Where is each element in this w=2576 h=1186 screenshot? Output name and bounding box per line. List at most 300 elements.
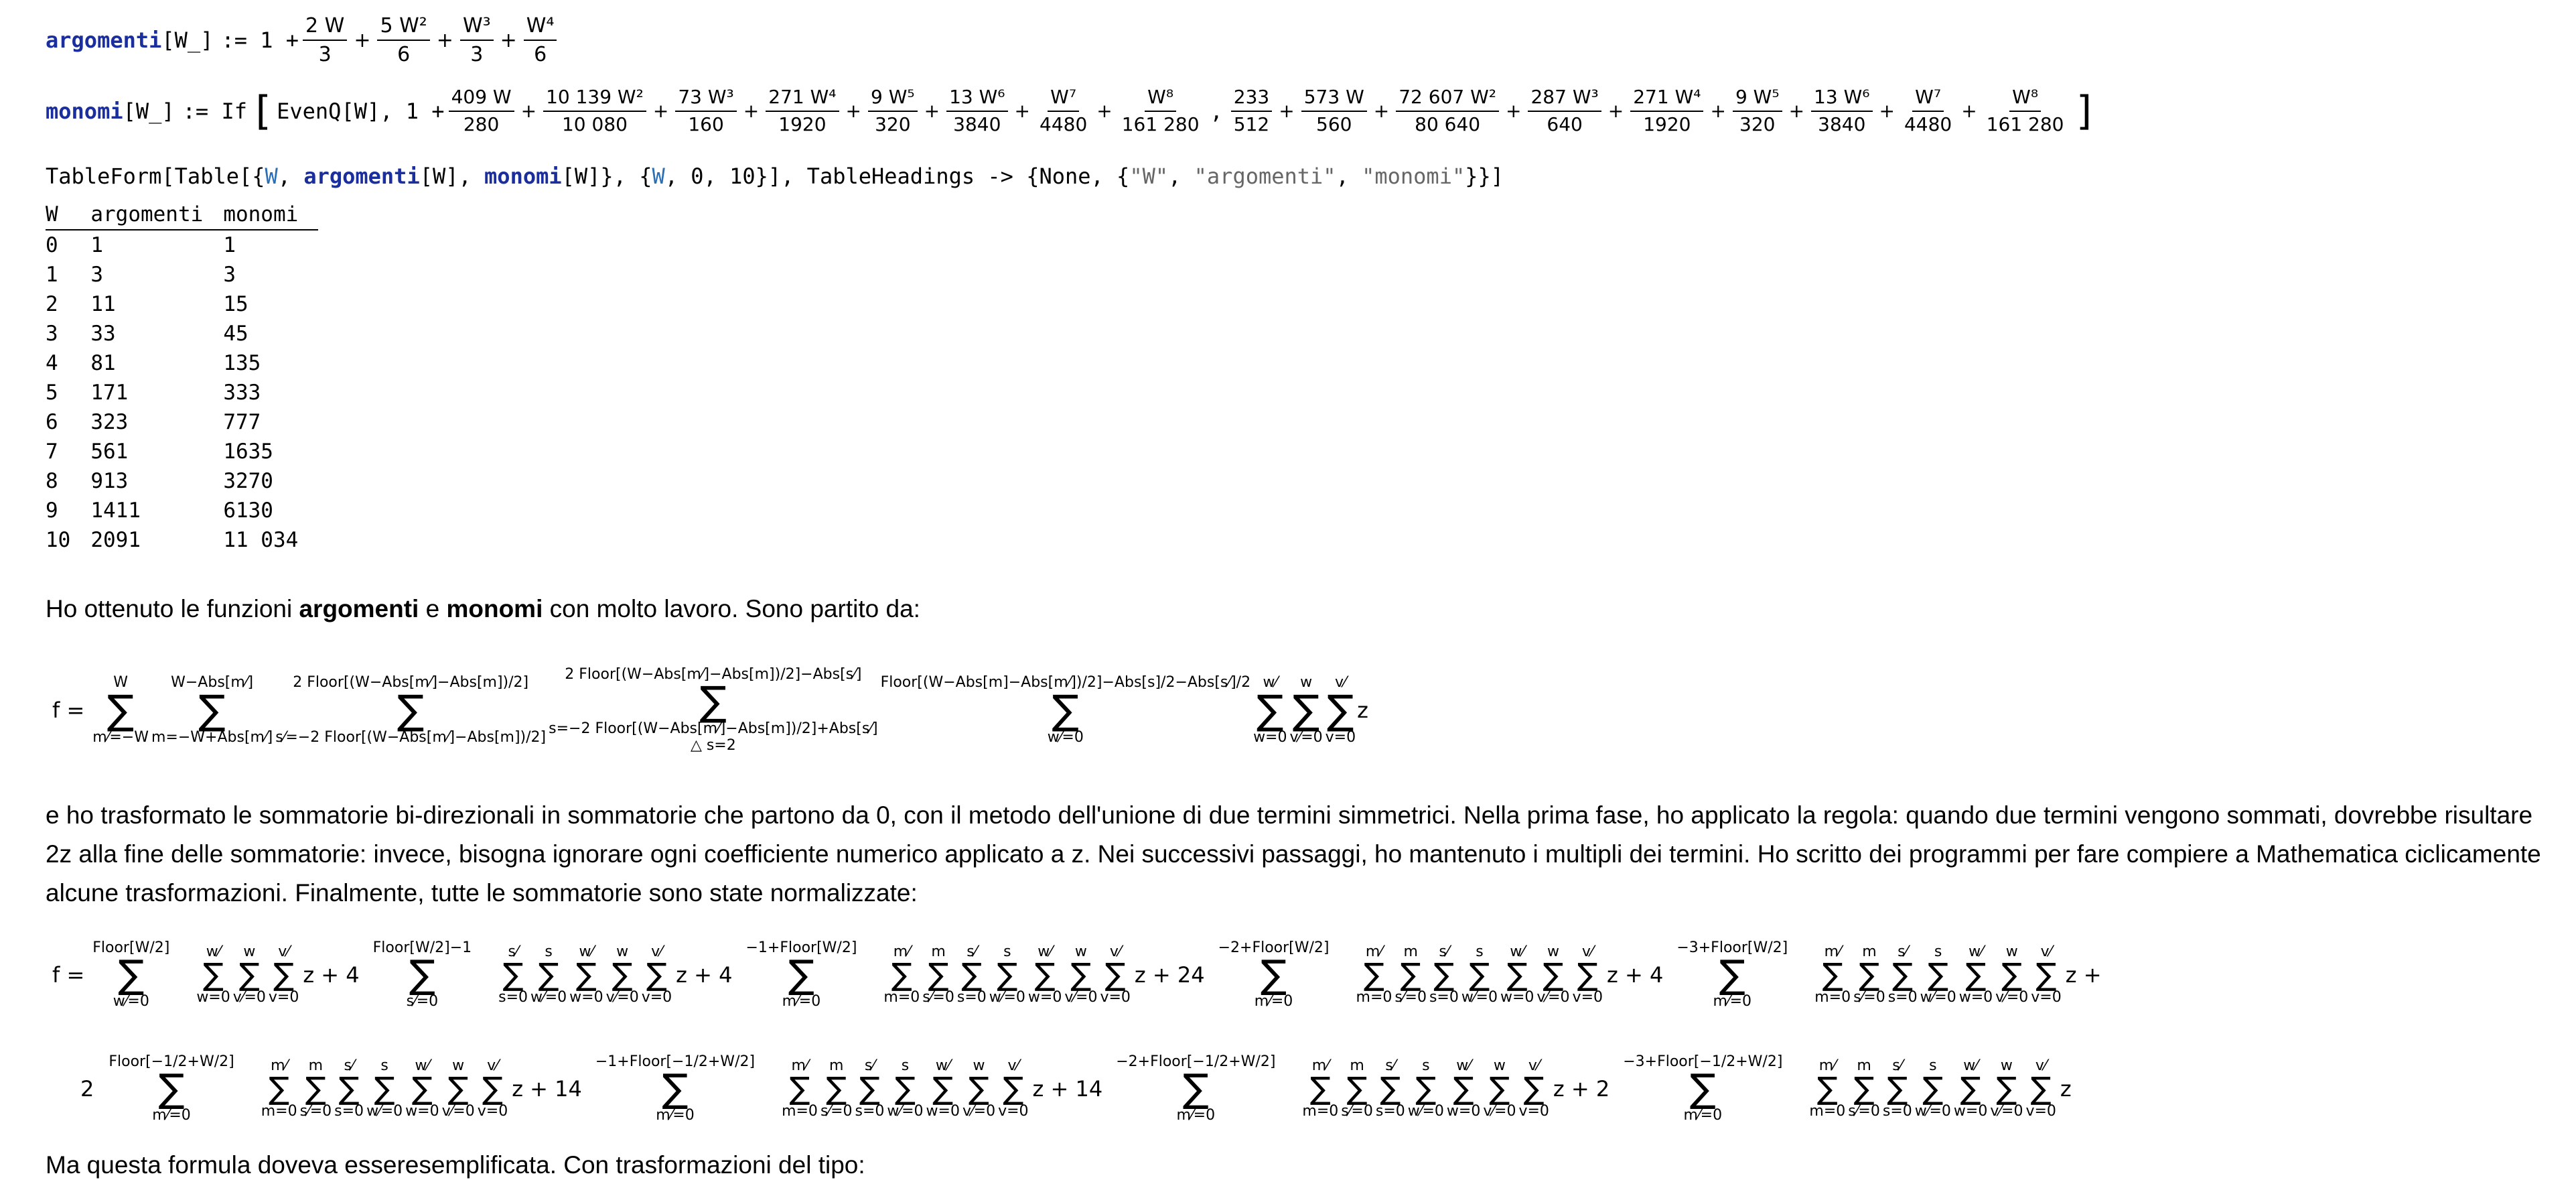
summation-upper-limit: w	[1300, 674, 1313, 691]
table-cell: 561	[90, 440, 129, 464]
fraction-numerator: 72 607 W²	[1396, 87, 1499, 112]
table-row	[46, 289, 318, 319]
summation	[1394, 944, 1427, 1006]
summation-upper-limit: w⁄	[1963, 1057, 1978, 1074]
formula-normalized-line2[interactable]	[74, 1039, 2084, 1139]
summation-lower-limit: v⁄=0	[232, 988, 266, 1006]
summation-upper-limit: m	[308, 1057, 324, 1074]
summation-upper-limit: s⁄	[1385, 1057, 1396, 1074]
argomenti-term	[524, 15, 557, 66]
sigma-icon: ∑	[502, 956, 524, 993]
sigma-icon: ∑	[1887, 1070, 1908, 1107]
summation-lower-limit: m⁄=−W	[92, 728, 149, 746]
monomi-odd-term	[1231, 87, 1272, 135]
table-header-cell: monomi	[223, 200, 318, 230]
plus-sign: +	[436, 28, 453, 52]
sigma-icon: ∑	[1996, 1070, 2017, 1107]
paragraph-intro	[46, 590, 920, 629]
summation-upper-limit: s	[545, 943, 553, 960]
summation	[1218, 940, 1330, 1009]
sigma-icon: ∑	[1346, 1070, 1368, 1107]
code-function: monomi	[484, 163, 562, 189]
summation-upper-limit: m	[931, 943, 946, 960]
summation-lower-limit: m=−W+Abs[m⁄]	[151, 728, 273, 746]
sigma-icon: ∑	[106, 686, 135, 734]
sigma-icon: ∑	[859, 1070, 880, 1107]
summation	[261, 1058, 297, 1120]
argomenti-definition[interactable]	[46, 15, 561, 66]
monomi-even-term	[766, 87, 839, 135]
summation-lower-limit: w⁄=0	[989, 988, 1025, 1006]
summation-lower-limit: v=0	[1572, 988, 1603, 1006]
summation-upper-limit: m	[1857, 1057, 1871, 1074]
plus-sign: +	[845, 100, 861, 123]
sigma-icon: ∑	[1380, 1070, 1401, 1107]
table-cell: 11 034	[223, 528, 299, 552]
summation-upper-limit: m	[829, 1057, 844, 1074]
monomi-definition[interactable]	[46, 87, 2100, 135]
summation-lower-limit: m⁄=0	[782, 992, 821, 1010]
summation-upper-limit: s	[1476, 943, 1484, 960]
table-row	[46, 466, 318, 496]
summation-upper-limit: w	[1547, 943, 1559, 960]
text-fragment: e	[419, 595, 447, 622]
summation	[109, 1054, 234, 1123]
sigma-icon: ∑	[1960, 1070, 1981, 1107]
table-row	[46, 525, 318, 555]
sigma-icon: ∑	[1070, 956, 1092, 993]
monomi-even-term	[868, 87, 918, 135]
fraction-numerator: 287 W³	[1528, 87, 1601, 112]
summation	[962, 1058, 995, 1120]
comma: ,	[1210, 98, 1223, 124]
summation-upper-limit: s	[1003, 943, 1011, 960]
sigma-icon: ∑	[788, 951, 814, 998]
fraction-denominator: 3	[470, 43, 484, 66]
summation-group	[91, 940, 367, 1009]
monomi-even-term	[1119, 87, 1202, 135]
summation-upper-limit: w	[243, 943, 256, 960]
sigma-icon: ∑	[1327, 686, 1354, 734]
sigma-icon: ∑	[699, 678, 727, 726]
code-fragment: [W]}, {	[561, 163, 652, 189]
summation-upper-limit: s⁄	[1439, 943, 1449, 960]
monomi-odd-term	[1811, 87, 1872, 135]
summation-upper-limit: v⁄	[278, 943, 289, 960]
summation	[957, 944, 987, 1006]
if-condition: EvenQ[W], 1 +	[277, 98, 445, 124]
summation-upper-limit: v⁄	[1007, 1057, 1019, 1074]
plus-sign: +	[520, 100, 537, 123]
sigma-icon: ∑	[1922, 1070, 1944, 1107]
summation-upper-limit: −1+Floor[−1/2+W/2]	[595, 1053, 756, 1071]
sigma-icon: ∑	[158, 1065, 185, 1112]
function-arg: [W_]	[161, 27, 214, 53]
sigma-icon: ∑	[997, 956, 1018, 993]
sigma-icon: ∑	[1543, 956, 1564, 993]
summation-upper-limit: w	[616, 943, 629, 960]
sigma-icon: ∑	[1433, 956, 1455, 993]
function-name: monomi	[46, 98, 123, 124]
fraction-numerator: W⁷	[1048, 87, 1079, 112]
summation-upper-limit: s⁄	[967, 943, 977, 960]
fraction-numerator: 573 W	[1301, 87, 1367, 112]
summation-lower-limit: s⁄=0	[1394, 988, 1427, 1006]
fraction-numerator: W³	[460, 15, 494, 41]
summation	[1809, 1058, 1845, 1120]
summation-lower-limit: v=0	[2025, 1102, 2056, 1120]
table-cell: 6130	[223, 499, 273, 523]
summation-lower-limit: w=0	[569, 988, 603, 1006]
sigma-icon: ∑	[1506, 956, 1528, 993]
term-tail: z + 4	[676, 962, 733, 988]
summation	[922, 944, 954, 1006]
fraction-denominator: 3	[318, 43, 332, 66]
code-fragment: TableForm[Table[{	[46, 163, 265, 189]
paragraph-transformation: e ho trasformato le sommatorie bi-direzionali in sommatorie che partono da 0, con il metodo dell'unione di due termini simmetrici. Nella prima fase, ho applicato la regola: quando due termini vengono sommati, dovrebbe risultare 2z alla fine delle sommatorie: invece, bisogna ignorare ogni coefficiente numerico applicato a z. Nei successivi passaggi, ho mantenuto i multipli dei termini. Ho scritto dei programmi per fare compiere a Mathematica ciclicamente alcune trasformazioni. Finalmente, tutte le sommatorie sono state normalizzate:	[46, 801, 2541, 907]
table-cell: 8	[46, 469, 58, 493]
summation-upper-limit: w⁄	[1263, 674, 1278, 691]
summation-upper-limit: m⁄	[1365, 943, 1382, 960]
sigma-icon: ∑	[612, 956, 633, 993]
summation-upper-limit: Floor[W/2]−1	[372, 939, 472, 957]
summation	[1408, 1058, 1444, 1120]
summation	[1676, 940, 1788, 1009]
sigma-icon: ∑	[1853, 1070, 1875, 1107]
table-cell: 0	[46, 233, 58, 257]
table-row	[46, 407, 318, 437]
code-var: W	[265, 163, 278, 189]
summation	[366, 1058, 403, 1120]
table-cell: 913	[90, 469, 129, 493]
summation-lower-limit: s=0	[1375, 1102, 1405, 1120]
summation-lower-limit: w⁄=0	[1914, 1102, 1951, 1120]
summation-group	[74, 1054, 590, 1123]
summand: z	[1357, 698, 1368, 723]
summation	[530, 944, 567, 1006]
fraction-denominator: 6	[534, 43, 547, 66]
summation	[1888, 944, 1918, 1006]
summation-lower-limit: s=0	[956, 988, 987, 1006]
summation-upper-limit: w⁄	[579, 943, 594, 960]
plus-sign: +	[743, 100, 760, 123]
table-header-row	[46, 200, 318, 230]
sigma-icon: ∑	[269, 1070, 290, 1107]
summation-upper-limit: s	[1929, 1057, 1937, 1074]
summation	[269, 944, 299, 1006]
summation-upper-limit: w	[973, 1057, 985, 1074]
summation-lower-limit: s=−2 Floor[(W−Abs[m⁄]−Abs[m])/2]+Abs[s⁄]	[549, 720, 878, 738]
summation-upper-limit: w⁄	[206, 943, 221, 960]
summation-lower-limit: v⁄=0	[1990, 1102, 2023, 1120]
summation	[233, 944, 266, 1006]
table-cell: 1411	[90, 499, 141, 523]
monomi-even-term	[449, 87, 514, 135]
table-row	[46, 437, 318, 466]
sigma-icon: ∑	[1415, 1070, 1437, 1107]
summation-lower-limit: m=0	[1809, 1102, 1846, 1120]
summation-lower-limit: s⁄=0	[922, 988, 954, 1006]
summation	[1518, 1058, 1549, 1120]
summation-lower-limit: m=0	[261, 1102, 297, 1120]
table-cell: 333	[223, 381, 261, 405]
summation	[855, 1058, 885, 1120]
summation-lower-limit: v=0	[268, 988, 299, 1006]
summation	[373, 940, 472, 1009]
table-cell: 3270	[223, 469, 273, 493]
sigma-icon: ∑	[969, 1070, 990, 1107]
sigma-icon: ∑	[2001, 956, 2023, 993]
plus-sign: +	[1279, 100, 1295, 123]
summation-lower-limit: s=0	[1887, 988, 1918, 1006]
summation	[1536, 944, 1569, 1006]
plus-sign: +	[1961, 100, 1977, 123]
fraction-denominator: 1920	[1643, 113, 1691, 135]
summation-lower-limit: w=0	[1446, 1102, 1481, 1120]
summation	[1995, 944, 2028, 1006]
table-cell: 45	[223, 322, 248, 346]
summation-group	[594, 1054, 1111, 1123]
table-header-cell: argomenti	[90, 200, 223, 230]
summation-upper-limit: v⁄	[1109, 943, 1121, 960]
formula-lhs: f =	[52, 962, 85, 988]
table-cell: 11	[90, 292, 116, 316]
sigma-icon: ∑	[1257, 686, 1284, 734]
summation-lower-limit: s=0	[1429, 988, 1459, 1006]
summation-upper-limit: s⁄	[1892, 1057, 1903, 1074]
summation-lower-limit: s⁄=0	[1341, 1102, 1373, 1120]
formula-normalized-line1[interactable]	[46, 925, 2114, 1025]
sigma-icon: ∑	[1965, 956, 1987, 993]
summation-upper-limit: v⁄	[1528, 1057, 1540, 1074]
sigma-icon: ∑	[1292, 686, 1320, 734]
table-row	[46, 348, 318, 378]
summation	[1429, 944, 1459, 1006]
summation	[405, 1058, 439, 1120]
sigma-icon: ∑	[1822, 956, 1843, 993]
fraction-denominator: 320	[875, 113, 911, 135]
formula-lhs: f =	[52, 698, 85, 723]
summation	[1853, 944, 1885, 1006]
fraction-denominator: 1920	[778, 113, 827, 135]
fraction-denominator: 161 280	[1986, 113, 2064, 135]
monomi-odd-term	[1630, 87, 1703, 135]
summation-upper-limit: Floor[W/2]	[92, 939, 170, 957]
table-cell: 135	[223, 351, 261, 375]
summation-upper-limit: w⁄	[1456, 1057, 1471, 1074]
summation	[151, 675, 273, 745]
sigma-icon: ∑	[397, 686, 425, 734]
table-cell: 1	[90, 233, 103, 257]
plus-sign: +	[652, 100, 669, 123]
summation	[1064, 944, 1097, 1006]
fraction-denominator: 160	[688, 113, 724, 135]
monomi-odd-term	[1301, 87, 1367, 135]
fraction-denominator: 320	[1739, 113, 1776, 135]
fraction-numerator: 5 W²	[377, 15, 429, 41]
summation-upper-limit: v⁄	[1335, 674, 1346, 691]
table-row	[46, 319, 318, 348]
summation-lower-limit: w=0	[405, 1102, 439, 1120]
table-row	[46, 230, 318, 260]
polynomial-terms	[299, 15, 561, 66]
tableform-input[interactable]	[46, 163, 1504, 189]
summation	[1500, 944, 1534, 1006]
argomenti-term	[377, 15, 429, 66]
assign-operator: := If	[182, 98, 247, 124]
summation-lower-limit: s⁄=0	[1848, 1102, 1880, 1120]
table-header-cell: W	[46, 200, 90, 230]
summation-lower-limit: s⁄=0	[1853, 988, 1885, 1006]
summation-lower-limit: m=0	[1302, 1102, 1339, 1120]
summation	[1447, 1058, 1480, 1120]
monomi-odd-term	[1733, 87, 1782, 135]
summation-lower-limit: v=0	[998, 1102, 1029, 1120]
summation	[2025, 1058, 2056, 1120]
sigma-icon: ∑	[1928, 956, 1949, 993]
summation	[569, 944, 603, 1006]
summation-lower-limit: m=0	[883, 988, 920, 1006]
sigma-icon: ∑	[1892, 956, 1914, 993]
summation-upper-limit: v⁄	[651, 943, 662, 960]
sigma-icon: ∑	[1469, 956, 1490, 993]
sigma-icon: ∑	[1104, 956, 1126, 993]
summation-upper-limit: −1+Floor[W/2]	[745, 939, 857, 957]
function-arg: [W_]	[123, 98, 175, 124]
odd-terms	[1227, 87, 2071, 135]
summation-upper-limit: m⁄	[893, 943, 910, 960]
summation	[2031, 944, 2061, 1006]
summation-upper-limit: m⁄	[1824, 943, 1841, 960]
sigma-icon: ∑	[1689, 1065, 1716, 1112]
plus-sign: +	[1710, 100, 1726, 123]
summation-lower-limit: m⁄=0	[656, 1106, 695, 1124]
sigma-icon: ∑	[894, 1070, 916, 1107]
summation-lower-limit: v⁄=0	[441, 1102, 475, 1120]
summation-upper-limit: s	[901, 1057, 910, 1074]
sigma-icon: ∑	[789, 1070, 810, 1107]
summation-lower-limit: v⁄=0	[1536, 988, 1570, 1006]
summation-upper-limit: s⁄	[508, 943, 518, 960]
fraction-numerator: W⁸	[1145, 87, 1176, 112]
summation	[745, 940, 857, 1009]
fraction-numerator: 13 W⁶	[946, 87, 1007, 112]
summation	[1920, 944, 1956, 1006]
sigma-icon: ∑	[1816, 1070, 1838, 1107]
fraction-numerator: 271 W⁴	[1630, 87, 1703, 112]
summation	[498, 944, 528, 1006]
summation	[926, 1058, 960, 1120]
sigma-icon: ∑	[482, 1070, 503, 1107]
summation	[881, 675, 1250, 745]
code-fragment: }}]	[1465, 163, 1504, 189]
fraction-denominator: 3840	[1818, 113, 1866, 135]
fraction-denominator: 80 640	[1415, 113, 1481, 135]
summation-upper-limit: v⁄	[2040, 943, 2052, 960]
summation	[1954, 1058, 1987, 1120]
summation-upper-limit: v⁄	[1581, 943, 1593, 960]
summation-upper-limit: w	[1074, 943, 1087, 960]
summation-lower-limit: m⁄=0	[1713, 992, 1752, 1010]
summation	[1848, 1058, 1880, 1120]
table-row	[46, 496, 318, 525]
summation	[196, 944, 230, 1006]
fraction-denominator: 3840	[953, 113, 1001, 135]
summation	[820, 1058, 853, 1120]
term-tail: z	[2060, 1076, 2072, 1102]
summation	[1341, 1058, 1373, 1120]
summation	[1990, 1058, 2023, 1120]
summation-upper-limit: −2+Floor[−1/2+W/2]	[1116, 1053, 1276, 1071]
summation-upper-limit: s⁄	[344, 1057, 354, 1074]
summation-upper-limit: w⁄	[1969, 943, 1983, 960]
monomi-odd-term	[1528, 87, 1601, 135]
monomi-even-term	[1037, 87, 1090, 135]
text-fragment: Ho ottenuto le funzioni	[46, 595, 299, 622]
fraction-numerator: 233	[1231, 87, 1272, 112]
summation-lower-limit: s=0	[498, 988, 528, 1006]
summation-upper-limit: w	[1493, 1057, 1506, 1074]
formula-original[interactable]	[46, 643, 1368, 777]
summation-lower-limit: v⁄=0	[1995, 988, 2029, 1006]
argomenti-term	[303, 15, 347, 66]
table-cell: 1	[223, 233, 236, 257]
monomi-even-term	[675, 87, 736, 135]
sigma-icon: ∑	[575, 956, 597, 993]
term-tail: z + 4	[1607, 962, 1664, 988]
sigma-icon: ∑	[273, 956, 295, 993]
summation-lower-limit: s=0	[1882, 1102, 1912, 1120]
summation-upper-limit: m	[1862, 943, 1877, 960]
summation-lower-limit: w⁄=0	[530, 988, 567, 1006]
summation	[1915, 1058, 1951, 1120]
sigma-icon: ∑	[338, 1070, 360, 1107]
fraction-numerator: 409 W	[449, 87, 514, 112]
sigma-icon: ∑	[538, 956, 559, 993]
summation-lower-limit: v⁄=0	[1483, 1102, 1516, 1120]
table-cell: 9	[46, 499, 58, 523]
summation	[275, 675, 546, 745]
code-fragment: , 0, 10}], TableHeadings -> {None, {	[664, 163, 1130, 189]
summation	[1573, 944, 1603, 1006]
coefficient: 2	[80, 1076, 94, 1102]
summation-upper-limit: s	[380, 1057, 388, 1074]
summation	[1326, 675, 1356, 745]
summation-lower-limit: v⁄=0	[962, 1102, 996, 1120]
sigma-icon: ∑	[932, 1070, 954, 1107]
summation-lower-limit: m⁄=0	[1176, 1106, 1216, 1124]
fraction-denominator: 512	[1233, 113, 1270, 135]
summation-upper-limit: Floor[−1/2+W/2]	[109, 1053, 234, 1071]
summation	[642, 944, 672, 1006]
summation	[1302, 1058, 1338, 1120]
sigma-icon: ∑	[1400, 956, 1421, 993]
sigma-icon: ∑	[1363, 956, 1384, 993]
summation-lower-limit: w=0	[1953, 1102, 1988, 1120]
fraction-numerator: 10 139 W²	[543, 87, 646, 112]
summation-upper-limit: Floor[(W−Abs[m]−Abs[m⁄])/2]−Abs[s]/2−Abs[s⁄]/2	[880, 674, 1251, 691]
summation	[1623, 1054, 1782, 1123]
fraction-numerator: 73 W³	[675, 87, 736, 112]
fraction-denominator: 640	[1547, 113, 1583, 135]
plus-sign: +	[500, 28, 517, 52]
summation-upper-limit: w	[2005, 943, 2018, 960]
plus-sign: +	[1607, 100, 1624, 123]
term-tail: z + 14	[1032, 1076, 1103, 1102]
table-cell: 1635	[223, 440, 273, 464]
monomi-even-term	[543, 87, 646, 135]
close-bracket: ]	[2073, 87, 2098, 135]
